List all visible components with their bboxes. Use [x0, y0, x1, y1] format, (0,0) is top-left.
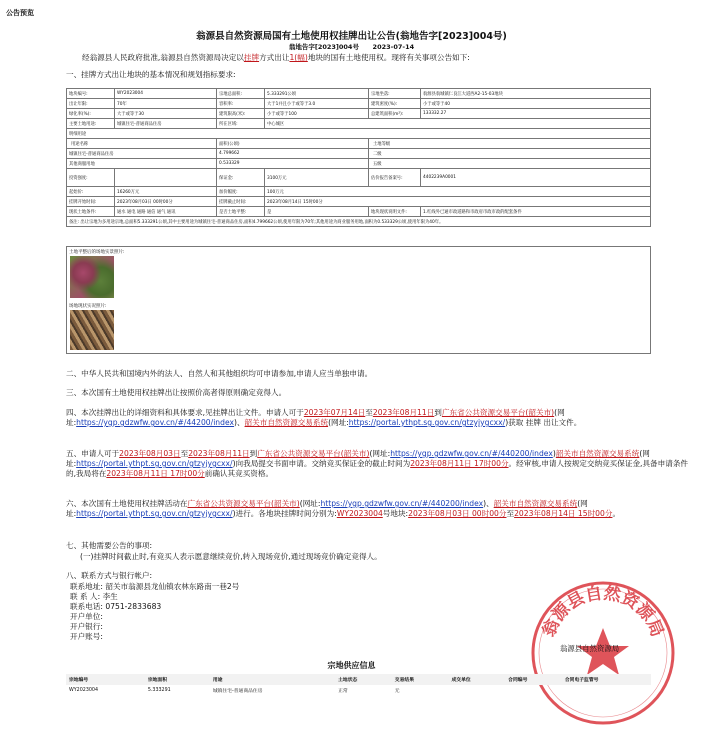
sec4-system: 韶关市自然资源交易系统 [244, 418, 329, 427]
sec6-text: 。 [612, 509, 621, 518]
sec6-text: (网址: [299, 499, 321, 508]
cell-label: 宗地坐落: [369, 89, 421, 99]
cell-value: 城镇住宅-普通商品住房 [212, 689, 263, 694]
sec5-text: (网址: [66, 449, 650, 468]
intro-text-a: 经翁源县人民政府批准,翁源县自然资源局决定以 [82, 53, 244, 62]
header-cell: 用途 [210, 674, 335, 685]
contact-value: 0751-2833683 [105, 602, 162, 611]
table-row [67, 109, 651, 119]
cell-label: 建筑密度(%): [369, 99, 421, 109]
cell-label: 用途名称 [67, 139, 217, 149]
cell-label: 建筑限高(米): [217, 109, 265, 119]
contact-label: 开户银行: [70, 622, 103, 631]
signature-issuer: 翁源县自然资源局 [560, 644, 620, 653]
cell-value: 无 [394, 689, 400, 694]
cell-value: 2023年08月14日 15时00分 [265, 197, 651, 207]
cell-label: 总建筑面积(m²): [369, 109, 421, 119]
sec4-platform-link[interactable]: https://ygp.gdzwfw.gov.cn/#/44200/index [76, 418, 234, 427]
cell-value: 大于或等于30 [115, 109, 217, 119]
cell-value: 通水 通电 通路 通信 通气 通讯 [115, 207, 217, 217]
sec4-system-link[interactable]: https://portal.ythpt.sg.gov.cn/gtzyjygcxx/ [348, 418, 506, 427]
cell-label: 地块编号: [67, 89, 115, 99]
sec5-end-date: 2023年08月11日 [188, 449, 250, 458]
sec6-system: 韶关市自然资源交易系统 [493, 499, 578, 508]
cell-value: 16260万元 [115, 187, 217, 197]
page-title: 翁源县自然资源局国有土地使用权挂牌出让公告(翁地告字[2023]004号) [196, 31, 507, 42]
sec4-platform: 广东省公共资源交易平台(韶关市) [441, 408, 555, 417]
cell-label: 挂牌开始时间: [67, 197, 115, 207]
cell-value: 5.333291 [147, 688, 171, 693]
contact-row [70, 612, 239, 622]
sec6-parcel-no: WY2023004 [336, 509, 383, 518]
sec5-text: 前确认其竞买资格。 [204, 469, 274, 478]
cell-label: 主要土地用途: [67, 119, 115, 129]
sec4-text: (网址: [328, 418, 349, 427]
doc-number-line [0, 42, 703, 51]
intro-method: 挂牌 [243, 53, 260, 62]
sec5-start-date: 2023年08月03日 [119, 449, 181, 458]
remarks-text: 出让宗地为多用途宗地,总面积5.333291公顷,其中主要用途为城镇住宅-普通商品住房,面积4.799662公顷,使用年限为70年;其他用途为商业服务用地,面积为0.533329公顷,使用年限为40年。 [80, 219, 444, 225]
contact-row [70, 592, 239, 602]
cell-label: 宗地总面积: [217, 89, 265, 99]
photo-caption-1: 土地平整后的场地实景照片: [69, 250, 125, 255]
cell-value: WY2023004 [69, 688, 99, 693]
cell-label: 保证金: [217, 169, 265, 187]
cell-value: 5.333291公顷 [265, 89, 369, 99]
section-6 [66, 499, 696, 519]
sec6-text: 六、本次国有土地使用权挂牌活动在 [66, 499, 188, 508]
cell-value: 4.799662 [217, 149, 369, 159]
sec5-text: ) [552, 449, 556, 458]
photo-caption-2: 场地现状实况照片: [69, 304, 107, 309]
contact-label: 联系地址: [70, 582, 103, 591]
section-1-heading: 一、挂牌方式出让地块的基本情况和规划指标要求: [66, 70, 236, 79]
header-cell: 交易结果 [392, 674, 449, 685]
table-row [67, 139, 651, 149]
intro-paragraph [82, 53, 682, 63]
table-row [67, 187, 651, 197]
header-cell: 宗地面积 [145, 674, 210, 685]
cell-value: 中心城区 [265, 119, 651, 129]
sec5-system: 韶关市自然资源交易系统 [555, 449, 640, 458]
sec4-text: (网址: [66, 408, 565, 427]
sec4-text: )、 [233, 418, 245, 427]
header-cell: 合同编号 [505, 674, 562, 685]
sec5-confirm-time: 2023年08月11日 17时00分 [106, 469, 205, 478]
sec5-platform-link[interactable]: https://ygp.gdzwfw.gov.cn/#/440200/index [390, 449, 553, 458]
cell-value: 1.红线外已通市政道路和市政府市政市政的配套条件 [421, 207, 651, 217]
cell-label: 是否土地平整: [217, 207, 265, 217]
cell-value: WY2023004 [115, 89, 217, 99]
intro-text-b: 方式出让 [259, 53, 290, 62]
cell-value: 正常 [338, 689, 348, 694]
sec6-text: )进行。各地块挂牌时间分别为: [232, 509, 337, 518]
sec6-text: (网址: [66, 499, 588, 518]
contact-label: 联系电话: [70, 602, 103, 611]
cell-value [562, 685, 651, 696]
section-7-item-1: (一)挂牌时间截止时,有竞买人表示愿意继续竞价,转入现场竞价,通过现场竞价确定竞得人。 [80, 552, 382, 561]
contact-value: 李生 [102, 592, 118, 601]
header-label: 公告预览 [6, 9, 34, 17]
supply-info-title: 宗地供应信息 [327, 661, 376, 670]
intro-count: 1(幅) [289, 53, 308, 62]
cell-label: 现状土地条件: [67, 207, 115, 217]
sec6-start-time: 2023年08月03日 00时00分 [408, 509, 507, 518]
cell-label: 地块现状说明文件: [369, 207, 421, 217]
cell-value: 100万元 [265, 187, 651, 197]
photo-area [66, 246, 651, 354]
header-cell: 土地状态 [335, 674, 392, 685]
sec5-platform: 广东省公共资源交易平台(韶关市) [257, 449, 370, 458]
cell-label: 面积(公顷) [217, 139, 369, 149]
sec6-platform: 广东省公共资源交易平台(韶关市) [187, 499, 300, 508]
sec4-start-date: 2023年07月14日 [303, 408, 366, 417]
sec5-text: 到 [249, 449, 258, 458]
cell-value: 0.533329 [217, 159, 369, 169]
cell-value: 其他商服用地 [67, 159, 217, 169]
cell-value: 2023年08月03日 00时00分 [115, 197, 217, 207]
contact-row [70, 622, 239, 632]
table-row [67, 129, 651, 139]
table-row [67, 217, 651, 227]
sec4-end-date: 2023年08月11日 [372, 408, 435, 417]
cell-label: 容积率: [217, 99, 265, 109]
cell-value: 是 [265, 207, 369, 217]
table-header-row [66, 674, 651, 685]
sec5-text: 至 [180, 449, 189, 458]
contact-label: 开户单位: [70, 612, 103, 621]
section-3: 三、本次国有土地使用权挂牌出让按照价高者得原则确定竞得人。 [66, 388, 287, 397]
sec5-deposit-deadline: 2023年08月11日 17时00分 [410, 459, 509, 468]
sec5-text: (网址: [369, 449, 391, 458]
table-row [67, 149, 651, 159]
contact-row [70, 632, 239, 642]
table-row [67, 197, 651, 207]
doc-date: 2023-07-14 [372, 43, 415, 51]
site-photo-1 [70, 256, 114, 298]
sec6-text: 号地块: [382, 509, 409, 518]
sec4-text: 四、本次挂牌出让的详细资料和具体要求,见挂牌出让文件。申请人可于 [66, 408, 304, 417]
cell-label: 挂牌截止时间: [217, 197, 265, 207]
cell-label: 投资强度: [67, 169, 115, 187]
parcel-info-table [66, 88, 651, 227]
header-cell: 成交单位 [448, 674, 505, 685]
table-row [67, 119, 651, 129]
cell-value: 小于或等于100 [265, 109, 369, 119]
contact-label: 联 系 人: [70, 592, 101, 601]
cell-label: 起始价: [67, 187, 115, 197]
sec6-text: )、 [483, 499, 494, 508]
cell-value: 小于或等于40 [421, 99, 651, 109]
remarks-label: 备注: [69, 219, 80, 225]
cell-value: 城镇住宅-普通商品住房 [67, 149, 217, 159]
cell-label: 绿化率(%): [67, 109, 115, 119]
cell-label: 土地等级 [369, 139, 651, 149]
contact-row [70, 602, 239, 612]
seal-text: 翁源县自然资源局 [538, 583, 668, 640]
cell-label: 出让年限: [67, 99, 115, 109]
cell-label: 加价幅度: [217, 187, 265, 197]
cell-value: 133332.27 [421, 109, 651, 119]
supply-info-table [66, 674, 651, 696]
sec5-text: 五、申请人可于 [66, 449, 120, 458]
cell-value: 翁源县翁城镇仁良江大道西A2-15-03地块 [421, 89, 651, 99]
sec5-text: )向我局提交书面申请。交纳竞买保证金的截止时间为 [232, 459, 411, 468]
cell-value: 3100万元 [265, 169, 369, 187]
sec6-end-time: 2023年08月14日 15时00分 [514, 509, 613, 518]
table-row [67, 99, 651, 109]
contact-value: 韶关市翁源县龙仙镇农林东路南一巷2号 [105, 582, 240, 591]
sec6-platform-link[interactable]: https://ygp.gdzwfw.gov.cn/#/440200/index [320, 499, 484, 508]
table-row [67, 89, 651, 99]
table-row [66, 685, 651, 696]
cell-value: 五级 [369, 159, 651, 169]
cell-value: 70年 [115, 99, 217, 109]
sec5-text: 。经审核,申请人按规定交纳竞买保证金,具备申请条件的,我局将在 [66, 459, 689, 478]
sec5-system-link[interactable]: https://portal.ythpt.sg.gov.cn/gtzyjygcxx/ [76, 459, 233, 468]
cell-value [448, 685, 505, 696]
contact-label: 开户账号: [70, 632, 103, 641]
doc-number: 翁地告字[2023]004号 [288, 43, 359, 51]
section-5 [66, 449, 696, 479]
section-8-heading: 八、联系方式与银行帐户: [66, 571, 153, 580]
site-photo-2 [70, 310, 114, 350]
sec6-system-link[interactable]: https://portal.ythpt.sg.gov.cn/gtzyjygcxx/ [76, 509, 233, 518]
remarks-cell [67, 217, 651, 227]
section-4 [66, 408, 696, 428]
header-cell: 合同电子监管号 [562, 674, 651, 685]
sec4-text: 到 [434, 408, 442, 417]
cell-value: 城镇住宅-普通商品住房 [115, 119, 217, 129]
sec4-text: )获取 挂牌 出让文件。 [505, 418, 582, 427]
cell-value: 二级 [369, 149, 651, 159]
sec6-text: 至 [506, 509, 515, 518]
contact-row [70, 582, 239, 592]
cell-label: 所在区域: [217, 119, 265, 129]
table-row [67, 207, 651, 217]
header-cell: 宗地编号 [66, 674, 145, 685]
sec4-text: 至 [365, 408, 373, 417]
section-7-heading: 七、其他需要公告的事项: [66, 541, 153, 550]
table-row [67, 159, 651, 169]
intro-text-c: 地块的国有土地使用权。现将有关事项公告如下: [307, 53, 470, 62]
cell-label: 估价报告备案号: [369, 169, 421, 187]
cell-value: 大于1并且小于或等于3.0 [265, 99, 369, 109]
cell-value [115, 169, 217, 187]
section-2: 二、中华人民共和国境内外的法人、自然人和其他组织均可申请参加,申请人应当单独申请。 [66, 369, 373, 378]
contact-list [70, 582, 239, 642]
table-row [67, 169, 651, 187]
cell-value: 4402239A0001 [421, 169, 651, 187]
cell-value [505, 685, 562, 696]
cell-label: 明细用途 [67, 129, 651, 139]
